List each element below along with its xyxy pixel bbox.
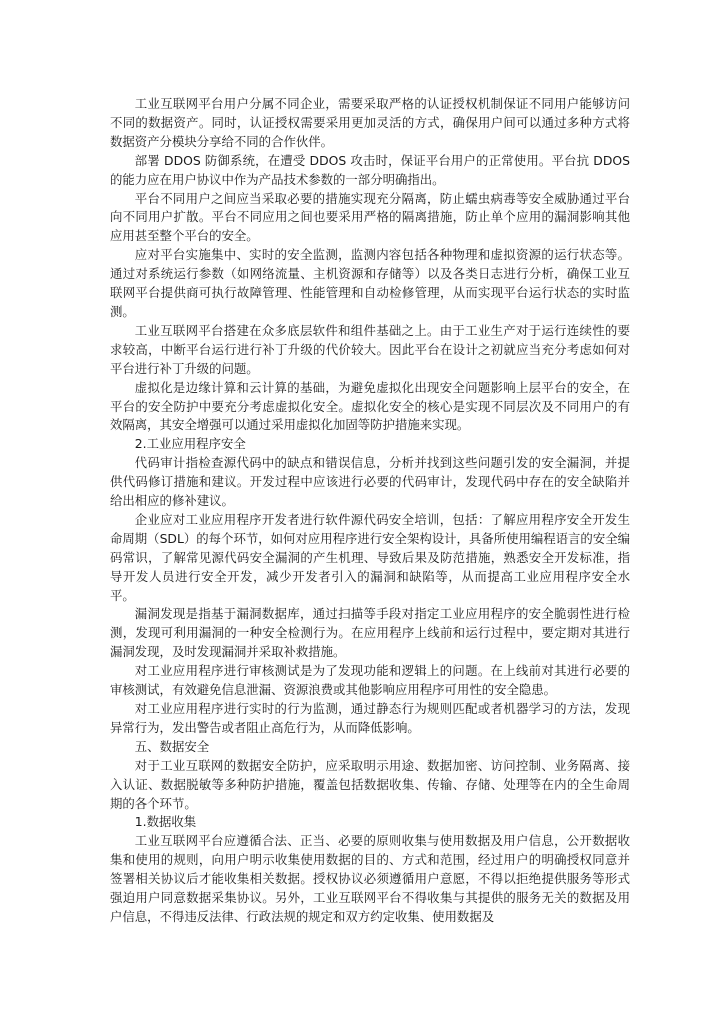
document-page [110, 95, 630, 927]
heading-data-security: 五、数据安全 [134, 738, 210, 754]
heading-app-security: 2.工业应用程序安全 [134, 436, 246, 452]
paragraph-ddos: 部署 DDOS 防御系统，在遭受 DDOS 攻击时，保证平台用户的正常使用。平台抗 DDOS 的能力应在用户协议中作为产品技术参数的一部分明确指出。 [110, 152, 630, 187]
paragraph-isolation: 平台不同用户之间应当采取必要的措施实现充分隔离，防止蠕虫病毒等安全威胁通过平台向不同用户扩散。平台不同应用之间也要采用严格的隔离措施，防止单个应用的漏洞影响其他应用甚至整个平台的安全。 [110, 190, 630, 244]
paragraph-vuln-discovery: 漏洞发现是指基于漏洞数据库，通过扫描等手段对指定工业应用程序的安全脆弱性进行检测，发现可利用漏洞的一种安全检测行为。在应用程序上线前和运行过程中，要定期对其进行漏洞发现，及时发现漏洞并采取补救措施。 [110, 606, 630, 660]
paragraph-code-audit: 代码审计指检查源代码中的缺点和错误信息，分析并找到这些问题引发的安全漏洞，并提供代码修订措施和建议。开发过程中应该进行必要的代码审计，发现代码中存在的安全缺陷并给出相应的修补建议。 [110, 455, 630, 509]
paragraph-audit-testing: 对工业应用程序进行审核测试是为了发现功能和逻辑上的问题。在上线前对其进行必要的审核测试，有效避免信息泄漏、资源浪费或其他影响应用程序可用性的安全隐患。 [110, 663, 630, 698]
paragraph-training: 企业应对工业应用程序开发者进行软件源代码安全培训，包括：了解应用程序安全开发生命周期（SDL）的每个环节，如何对应用程序进行安全架构设计，具备所使用编程语言的安全编码常识，了解常见源代码安全漏洞的产生机理、导致后果及防范措施，熟悉安全开发标准，指导开发人员进行安全开发，减少开发者引入的漏洞和缺陷等，从而提高工业应用程序安全水平。 [110, 511, 630, 603]
paragraph-patching: 工业互联网平台搭建在众多底层软件和组件基础之上。由于工业生产对于运行连续性的要求较高，中断平台运行进行补丁升级的代价较大。因此平台在设计之初就应当充分考虑如何对平台进行补丁升级的问题。 [110, 322, 630, 376]
paragraph-virtualization: 虚拟化是边缘计算和云计算的基础，为避免虚拟化出现安全问题影响上层平台的安全，在平台的安全防护中要充分考虑虚拟化安全。虚拟化安全的核心是实现不同层次及不同用户的有效隔离，其安全增强可以通过采用虚拟化加固等防护措施来实现。 [110, 379, 630, 433]
paragraph-monitoring: 应对平台实施集中、实时的安全监测，监测内容包括各种物理和虚拟资源的运行状态等。通过对系统运行参数（如网络流量、主机资源和存储等）以及各类日志进行分析，确保工业互联网平台提供商可执行故障管理、性能管理和自动检修管理，从而实现平台运行状态的实时监测。 [110, 247, 630, 319]
paragraph-data-protection: 对于工业互联网的数据安全防护，应采取明示用途、数据加密、访问控制、业务隔离、接入认证、数据脱敏等多种防护措施，覆盖包括数据收集、传输、存储、处理等在内的全生命周期的各个环节。 [110, 757, 630, 811]
paragraph-behavior-monitoring: 对工业应用程序进行实时的行为监测，通过静态行为规则匹配或者机器学习的方法，发现异常行为，发出警告或者阻止高危行为，从而降低影响。 [110, 701, 630, 735]
paragraph-data-collection: 工业互联网平台应遵循合法、正当、必要的原则收集与使用数据及用户信息，公开数据收集和使用的规则，向用户明示收集使用数据的目的、方式和范围，经过用户的明确授权同意并签署相关协议后才能收集相关数据。授权协议必须遵循用户意愿，不得以拒绝提供服务等形式强迫用户同意数据采集协议。另外，工业互联网平台不得收集与其提供的服务无关的数据及用户信息，不得违反法律、行政法规的规定和双方约定收集、使用数据及 [110, 833, 630, 924]
paragraph-user-auth: 工业互联网平台用户分属不同企业，需要采取严格的认证授权机制保证不同用户能够访问不同的数据资产。同时，认证授权需要采用更加灵活的方式，确保用户间可以通过多种方式将数据资产分模块分享给不同的合作伙伴。 [110, 96, 630, 149]
heading-data-collection: 1.数据收集 [134, 814, 197, 830]
